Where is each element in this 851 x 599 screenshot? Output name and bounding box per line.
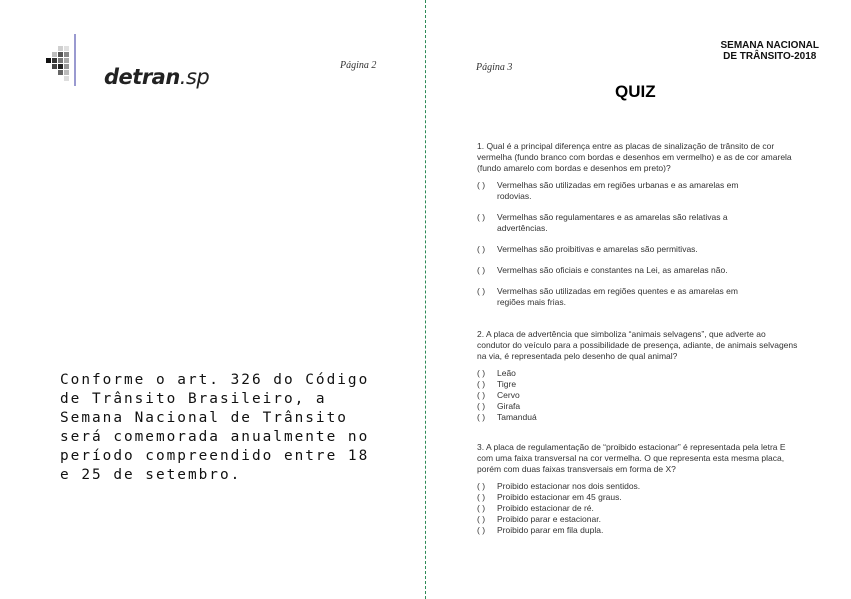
option-label: Cervo [497,390,520,400]
option-checkbox[interactable]: ( ) [477,492,486,502]
option-checkbox[interactable]: ( ) [477,390,486,400]
page-label-right: Página 3 [476,62,513,73]
option-list [477,481,801,536]
option-label: Proibido estacionar de ré. [497,503,594,513]
event-title-line2: DE TRÂNSITO-2018 [723,51,817,62]
answer-option[interactable] [477,368,801,379]
option-label: Vermelhas são utilizadas em regiões urbanas e as amarelas em rodovias. [497,180,739,201]
option-checkbox[interactable]: ( ) [477,525,486,535]
answer-option[interactable] [477,180,801,202]
question-1 [477,141,801,308]
answer-option[interactable] [477,286,801,308]
quiz-title: QUIZ [615,82,656,101]
event-title-line1: SEMANA NACIONAL [720,40,819,51]
option-checkbox[interactable]: ( ) [477,401,486,411]
option-label: Vermelhas são oficiais e constantes na Lei, as amarelas não. [497,265,728,275]
answer-option[interactable] [477,244,801,255]
answer-option[interactable] [477,390,801,401]
left-page [0,0,425,599]
question-text: 1. Qual é a principal diferença entre as placas de sinalização de trânsito de cor vermelha (fundo branco com bordas e desenhos em vermelho) e as de cor amarela (fundo amarelo com bordas e desenhos em preto)? [477,141,792,173]
logo-text-rest: .sp [179,65,210,89]
answer-option[interactable] [477,514,801,525]
answer-option[interactable] [477,379,801,390]
option-label: Proibido parar em fila dupla. [497,525,604,535]
option-checkbox[interactable]: ( ) [477,412,486,422]
option-checkbox[interactable]: ( ) [477,244,486,254]
question-3 [477,442,801,536]
option-checkbox[interactable]: ( ) [477,286,486,296]
option-label: Tigre [497,379,517,389]
answer-option[interactable] [477,525,801,536]
answer-option[interactable] [477,412,801,423]
question-text: 2. A placa de advertência que simboliza “animais selvagens”, que adverte ao condutor do veículo para a possibilidade de presença, adiante, de animais selvagens na via, é representada pelo desenho de qual animal? [477,329,798,361]
option-label: Leão [497,368,516,378]
detran-pixel-mark-icon [44,32,84,102]
option-label: Vermelhas são proibitivas e amarelas são permitivas. [497,244,698,254]
answer-option[interactable] [477,481,801,492]
option-label: Proibido parar e estacionar. [497,514,601,524]
answer-option[interactable] [477,265,801,276]
option-checkbox[interactable]: ( ) [477,481,486,491]
option-checkbox[interactable]: ( ) [477,514,486,524]
option-label: Vermelhas são utilizadas em regiões quentes e as amarelas em regiões mais frias. [497,286,738,307]
answer-option[interactable] [477,492,801,503]
intro-paragraph: Conforme o art. 326 do Código de Trânsito Brasileiro, a Semana Nacional de Trânsito será comemorada anualmente no período compreendido entre 18 e 25 de setembro. [60,372,370,483]
question-2 [477,329,801,423]
event-title [720,40,819,62]
answer-option[interactable] [477,401,801,412]
right-page [427,0,851,599]
logo-text-bold: detran [104,65,180,89]
option-checkbox[interactable]: ( ) [477,265,486,275]
logo-wordmark [104,65,209,89]
answer-option[interactable] [477,503,801,514]
option-checkbox[interactable]: ( ) [477,379,486,389]
option-label: Proibido estacionar em 45 graus. [497,492,622,502]
option-checkbox[interactable]: ( ) [477,212,486,222]
detran-logo [44,32,210,102]
option-label: Tamanduá [497,412,537,422]
option-checkbox[interactable]: ( ) [477,180,486,190]
answer-option[interactable] [477,212,801,234]
option-label: Girafa [497,401,521,411]
option-label: Vermelhas são regulamentares e as amarelas são relativas a advertências. [497,212,728,233]
option-checkbox[interactable]: ( ) [477,368,486,378]
option-label: Proibido estacionar nos dois sentidos. [497,481,641,491]
question-text: 3. A placa de regulamentação de “proibido estacionar” é representada pela letra E com uma faixa transversal na cor vermelha. O que representa esta mesma placa, porém com duas faixas transversais em forma de X? [477,442,786,474]
option-list [477,368,801,423]
page-label-left: Página 2 [340,60,377,71]
option-checkbox[interactable]: ( ) [477,503,486,513]
page-divider [425,0,426,599]
